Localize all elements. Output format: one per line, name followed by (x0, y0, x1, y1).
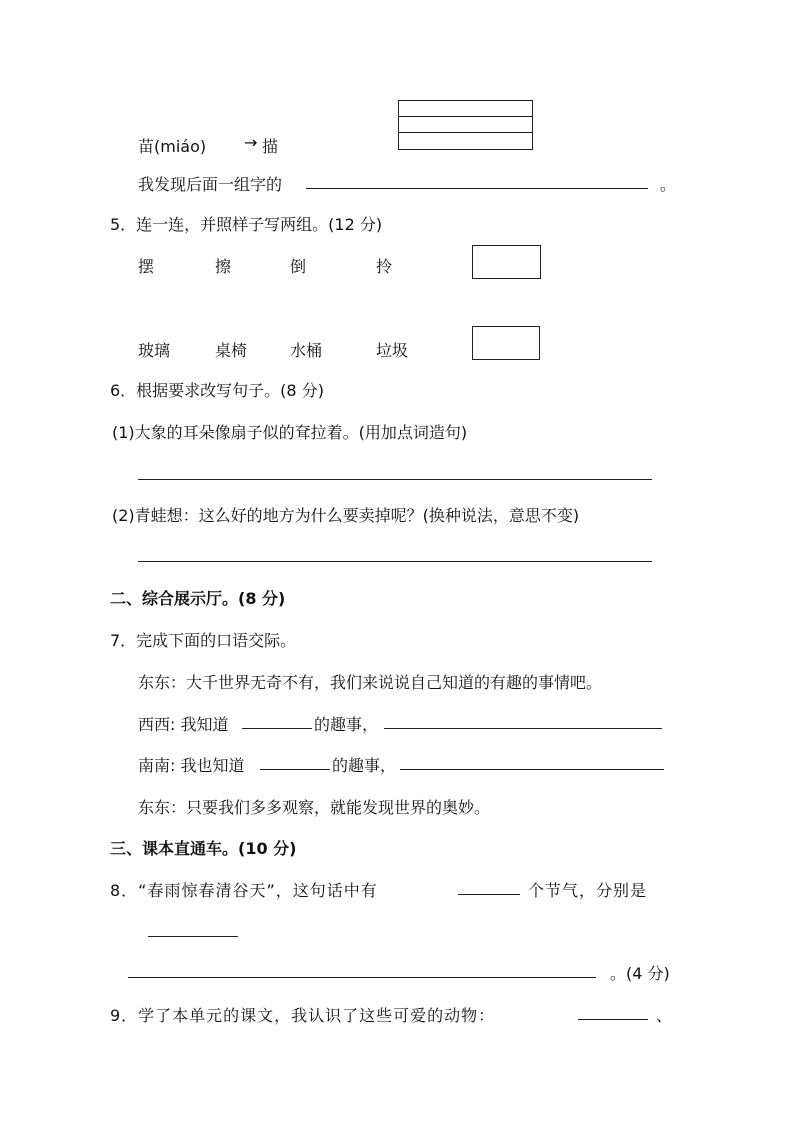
q6-item2-answer-line[interactable] (138, 561, 652, 562)
q8-text-2: 个节气，分别是 (528, 881, 648, 900)
q7-dialog-line-1: 东东：大千世界无奇不有，我们来说说自己知道的有趣的事情吧。 (138, 673, 603, 692)
q7-dialog-line-2: 西西: 我知道 (138, 715, 229, 734)
q6-item1-answer-line[interactable] (138, 479, 652, 480)
q5-noun: 垃圾 (376, 341, 409, 360)
q6-item2: (2)青蛙想：这么好的地方为什么要卖掉呢？(换种说法，意思不变) (112, 506, 580, 525)
q8-terms-blank-2[interactable] (128, 977, 596, 978)
q7-title: 7．完成下面的口语交际。 (110, 631, 297, 650)
arrow-icon: → (244, 133, 258, 152)
writing-grid-box (398, 100, 533, 150)
q7-line3-blank-2[interactable] (400, 769, 664, 770)
q5-verb: 倒 (290, 257, 307, 276)
q9-animal-blank-1[interactable] (578, 1019, 648, 1020)
q5-answer-box-2[interactable] (472, 326, 540, 360)
q7-dialog-line-3-mid: 的趣事， (332, 756, 397, 775)
discover-text: 我发现后面一组字的 (138, 175, 283, 194)
q5-noun: 桌椅 (215, 341, 248, 360)
discover-end: 。 (660, 175, 677, 194)
q5-verb: 摆 (138, 257, 155, 276)
q7-dialog-line-4: 东东：只要我们多多观察，就能发现世界的奥妙。 (138, 798, 491, 817)
word-miao-text: 苗(miáo) (138, 137, 207, 156)
q7-dialog-line-2-mid: 的趣事， (314, 715, 379, 734)
q7-line2-blank-1[interactable] (242, 728, 312, 729)
q8-score: 。(4 分) (610, 964, 670, 983)
q5-verb: 拎 (376, 257, 393, 276)
q7-line2-blank-2[interactable] (384, 728, 662, 729)
section-2-title: 二、综合展示厅。(8 分) (110, 589, 286, 608)
section-3-title: 三、课本直通车。(10 分) (110, 839, 297, 858)
writing-grid-line (398, 132, 532, 133)
q9-separator: 、 (656, 1006, 673, 1025)
q6-item1: (1)大象的耳朵像扇子似的耷拉着。(用加点词造句) (112, 423, 468, 442)
discover-answer-blank[interactable] (306, 188, 648, 189)
word-miao-2: 描 (262, 137, 279, 156)
word-miao (138, 134, 206, 157)
q7-dialog-line-3: 南南: 我也知道 (138, 756, 245, 775)
writing-grid-line (398, 116, 532, 117)
q5-verb: 擦 (215, 257, 232, 276)
q5-title: 5．连一连，并照样子写两组。(12 分) (110, 215, 383, 234)
q8-count-blank[interactable] (458, 894, 520, 895)
q8-terms-blank-1[interactable] (148, 936, 238, 937)
q5-noun: 水桶 (290, 341, 323, 360)
q5-answer-box-1[interactable] (472, 245, 541, 279)
q9-text: 9．学了本单元的课文，我认识了这些可爱的动物： (110, 1006, 496, 1025)
q6-title: 6．根据要求改写句子。(8 分) (110, 381, 324, 400)
q8-text-1: 8．“春雨惊春清谷天”，这句话中有 (110, 881, 378, 900)
q7-line3-blank-1[interactable] (260, 769, 330, 770)
q5-noun: 玻璃 (138, 341, 171, 360)
